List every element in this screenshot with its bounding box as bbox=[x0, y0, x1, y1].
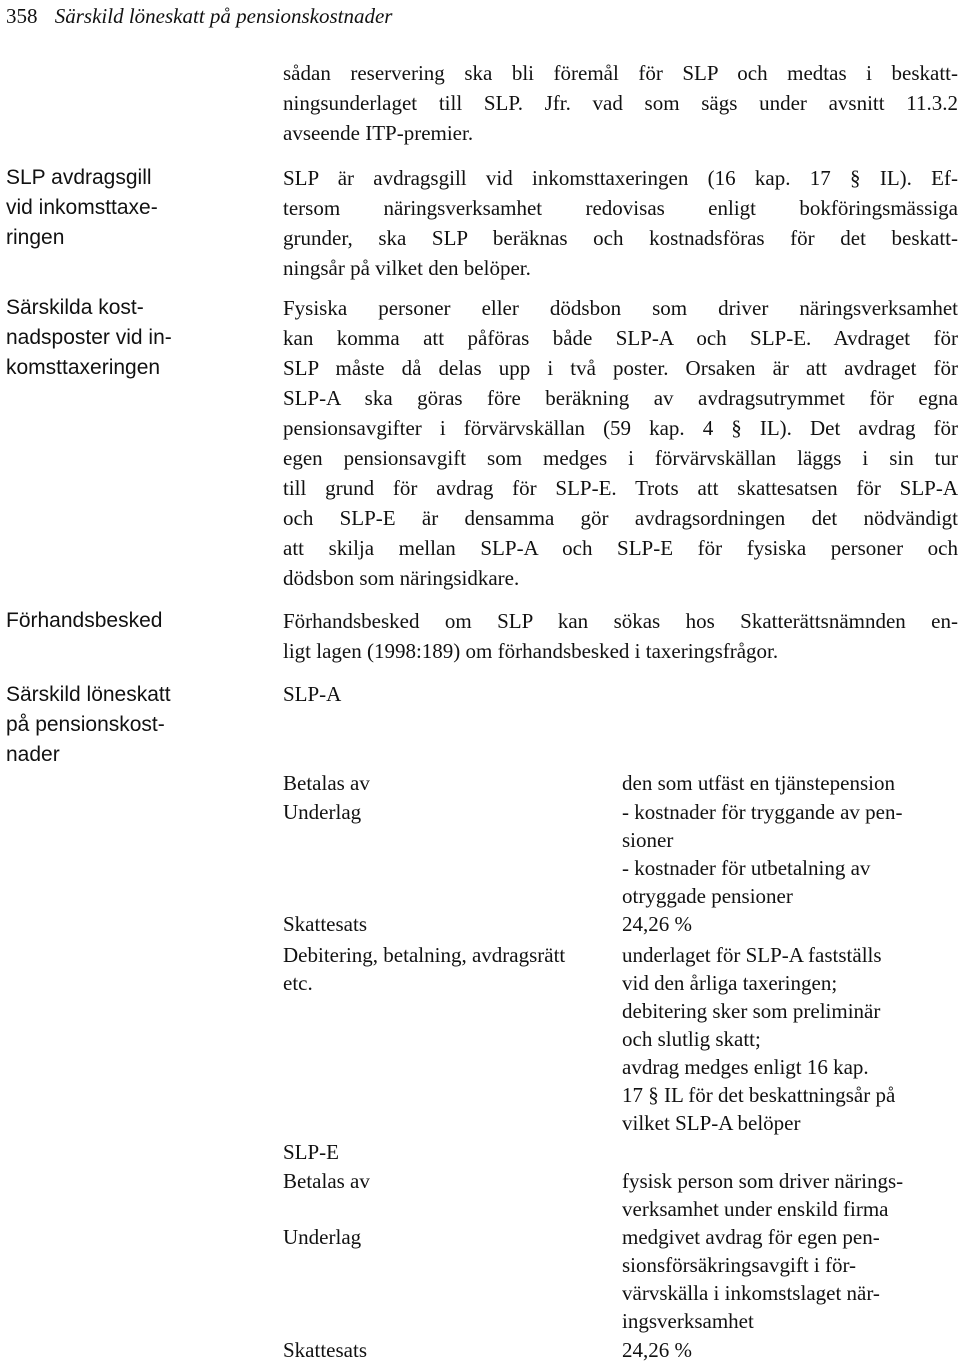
margin-note-sarskilda-kostnadsposter: Särskilda kost- nadsposter vid in- komsttaxeringen bbox=[6, 296, 172, 379]
paragraph-avdragsgill: SLP är avdragsgill vid inkomsttaxeringen (16 kap. 17 § IL). Ef- tersom näringsverksamhet redovisas enligt bokföringsmässiga grunder, ska SLP beräknas och kostnadsföras för det beskatt- ningsår på vilket den belöper. bbox=[283, 166, 958, 280]
slp-e-heading: SLP-E bbox=[283, 1140, 340, 1164]
slp-a-betalas-av-value: den som utfäst en tjänstepension bbox=[622, 771, 895, 795]
running-title: Särskild löneskatt på pensionskostnader bbox=[54, 4, 393, 28]
margin-note-sarskild-loneskatt: Särskild löneskatt på pensionskost- nader bbox=[6, 683, 171, 766]
slp-a-underlag-value: - kostnader för tryggande av pen- sioner - kostnader för utbetalning av otryggade pensioner bbox=[622, 800, 903, 908]
paragraph-fysiska-personer: Fysiska personer eller dödsbon som driver näringsverksamhet kan komma att påföras både SLP-A och SLP-E. Avdraget för SLP måste då delas upp i två poster. Orsaken är att avdraget för SLP-A ska göras före beräkning av avdragsutrymmet för egna pensionsavgifter i förvärvskällan (59 kap. 4 § IL). Det avdrag för egen pensionsavgift som medges i förvärvskällan läggs i sin tur till grund för avdrag för SLP-E. Trots att skattesatsen för SLP-A och SLP-E är densamma gör avdragsordningen det nödvändigt att skilja mellan SLP-A och SLP-E för fysiska personer och dödsbon som näringsidkare. bbox=[283, 296, 958, 590]
margin-note-slp-avdragsgill: SLP avdragsgill vid inkomsttaxe- ringen bbox=[6, 166, 158, 249]
paragraph-forhandsbesked: Förhandsbesked om SLP kan sökas hos Skatterättsnämnden en- ligt lagen (1998:189) om förhandsbesked i taxeringsfrågor. bbox=[283, 609, 958, 663]
slp-a-skattesats-value: 24,26 % bbox=[622, 912, 692, 936]
page-header bbox=[6, 0, 392, 32]
slp-e-skattesats-label: Skattesats bbox=[283, 1338, 367, 1362]
slp-a-heading: SLP-A bbox=[283, 682, 342, 706]
margin-note-forhandsbesked: Förhandsbesked bbox=[6, 609, 163, 632]
slp-a-debitering-label: Debitering, betalning, avdragsrätt etc. bbox=[283, 943, 566, 995]
slp-e-underlag-value: medgivet avdrag för egen pen- sionsförsäkringsavgift i för- värvskälla i inkomstslaget när- ingsverksamhet bbox=[622, 1225, 880, 1333]
slp-e-betalas-av-label: Betalas av bbox=[283, 1169, 370, 1193]
paragraph-reservering: sådan reservering ska bli föremål för SLP och medtas i beskatt- ningsunderlaget till SLP. Jfr. vad som sägs under avsnitt 11.3.2 avseende ITP-premier. bbox=[283, 61, 958, 145]
slp-a-skattesats-label: Skattesats bbox=[283, 912, 367, 936]
slp-a-debitering-value: underlaget för SLP-A fastställs vid den årliga taxeringen; debitering sker som preliminär och slutlig skatt; avdrag medges enligt 16 kap. 17 § IL för det beskattningsår på vilket SLP-A belöper bbox=[622, 943, 896, 1135]
slp-e-skattesats-value: 24,26 % bbox=[622, 1338, 692, 1362]
slp-a-underlag-label: Underlag bbox=[283, 800, 362, 824]
slp-e-betalas-av-value: fysisk person som driver närings- verksamhet under enskild firma bbox=[622, 1169, 904, 1221]
slp-a-betalas-av-label: Betalas av bbox=[283, 771, 370, 795]
page-number: 358 bbox=[6, 4, 38, 28]
slp-e-underlag-label: Underlag bbox=[283, 1225, 362, 1249]
